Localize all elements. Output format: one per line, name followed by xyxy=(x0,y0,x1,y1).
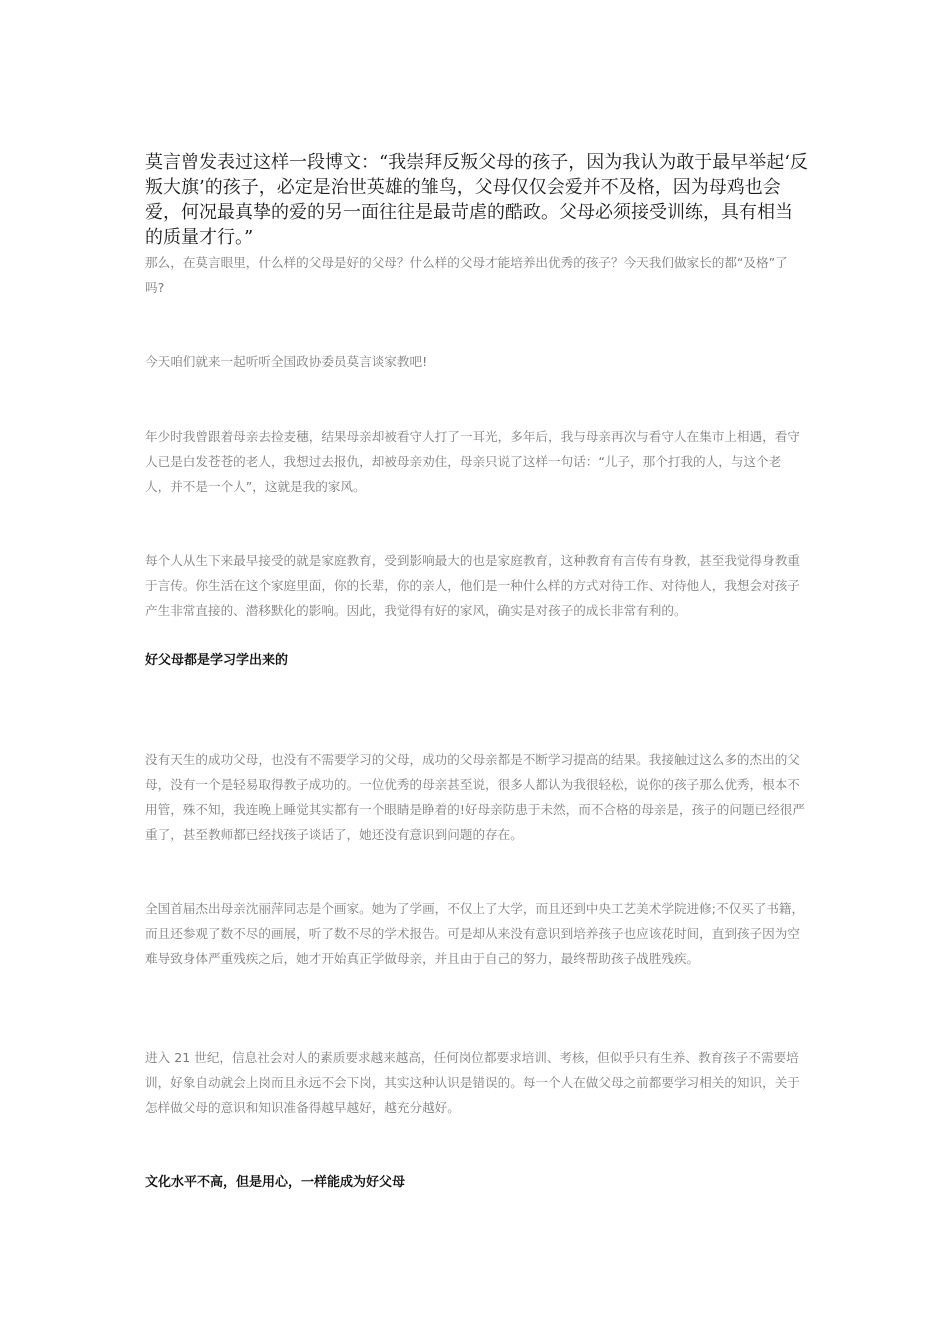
family-education-paragraph: 每个人从生下来最早接受的就是家庭教育，受到影响最大的也是家庭教育，这种教育有言传有身教，甚至我觉得身教重于言传。你生活在这个家庭里面，你的长辈，你的亲人，他们是一种什么样的方式对待工作、对待他人，我想会对孩子产生非常直接的、潜移默化的影响。因此，我觉得有好的家风，确实是对孩子的成长非常有利的。 xyxy=(145,553,800,618)
mo-yan-blog-quote: 莫言曾发表过这样一段博文：“我崇拜反叛父母的孩子，因为我认为敢于最早举起‘反叛大旗’的孩子，必定是治世英雄的雏鸟，父母仅仅会爱并不及格，因为母鸡也会爱，何况最真挚的爱的另一面往往是最苛虐的酷政。父母必须接受训练，具有相当的质量才行。” xyxy=(145,152,808,248)
shen-liping-paragraph: 全国首届杰出母亲沈丽萍同志是个画家。她为了学画，不仅上了大学，而且还到中央工艺美术学院进修;不仅买了书籍，而且还参观了数不尽的画展，听了数不尽的学术报告。可是却从来没有意识到培养孩子也应该花时间，直到孩子因为空难导致身体严重残疾之后，她才开始真正学做母亲，并且由于自己的努力，最终帮助孩子战胜残疾。 xyxy=(145,901,805,966)
intro-listen-paragraph: 今天咱们就来一起听听全国政协委员莫言谈家教吧! xyxy=(145,354,428,369)
section-heading-good-parents-learn: 好父母都是学习学出来的 xyxy=(145,653,289,668)
section-heading-caring-parents: 文化水平不高，但是用心，一样能成为好父母 xyxy=(145,1175,406,1190)
family-story-paragraph: 年少时我曾跟着母亲去捡麦穗，结果母亲却被看守人打了一耳光，多年后，我与母亲再次与看守人在集市上相遇，看守人已是白发苍苍的老人，我想过去报仇，却被母亲劝住，母亲只说了这样一句话：“儿子，那个打我的人，与这个老人，并不是一个人”，这就是我的家风。 xyxy=(145,429,800,494)
twenty-first-century-paragraph: 进入 21 世纪，信息社会对人的素质要求越来越高，任何岗位都要求培训、考核，但似乎只有生养、教育孩子不需要培训，好象自动就会上岗而且永远不会下岗，其实这种认识是错误的。每一个人在做父母之前都要学习相关的知识，关于怎样做父母的意识和知识准备得越早越好，越充分越好。 xyxy=(145,1050,800,1115)
intro-question-paragraph: 那么，在莫言眼里，什么样的父母是好的父母？什么样的父母才能培养出优秀的孩子？今天我们做家长的都“及格”了吗? xyxy=(145,255,788,295)
learning-parents-paragraph: 没有天生的成功父母，也没有不需要学习的父母，成功的父母亲都是不断学习提高的结果。我接触过这么多的杰出的父母，没有一个是轻易取得教子成功的。一位优秀的母亲甚至说，很多人都认为我很轻松，说你的孩子那么优秀，根本不用管，殊不知，我连晚上睡觉其实都有一个眼睛是睁着的!好母亲防患于未然，而不合格的母亲是，孩子的问题已经很严重了，甚至教师都已经找孩子谈话了，她还没有意识到问题的存在。 xyxy=(145,752,805,842)
